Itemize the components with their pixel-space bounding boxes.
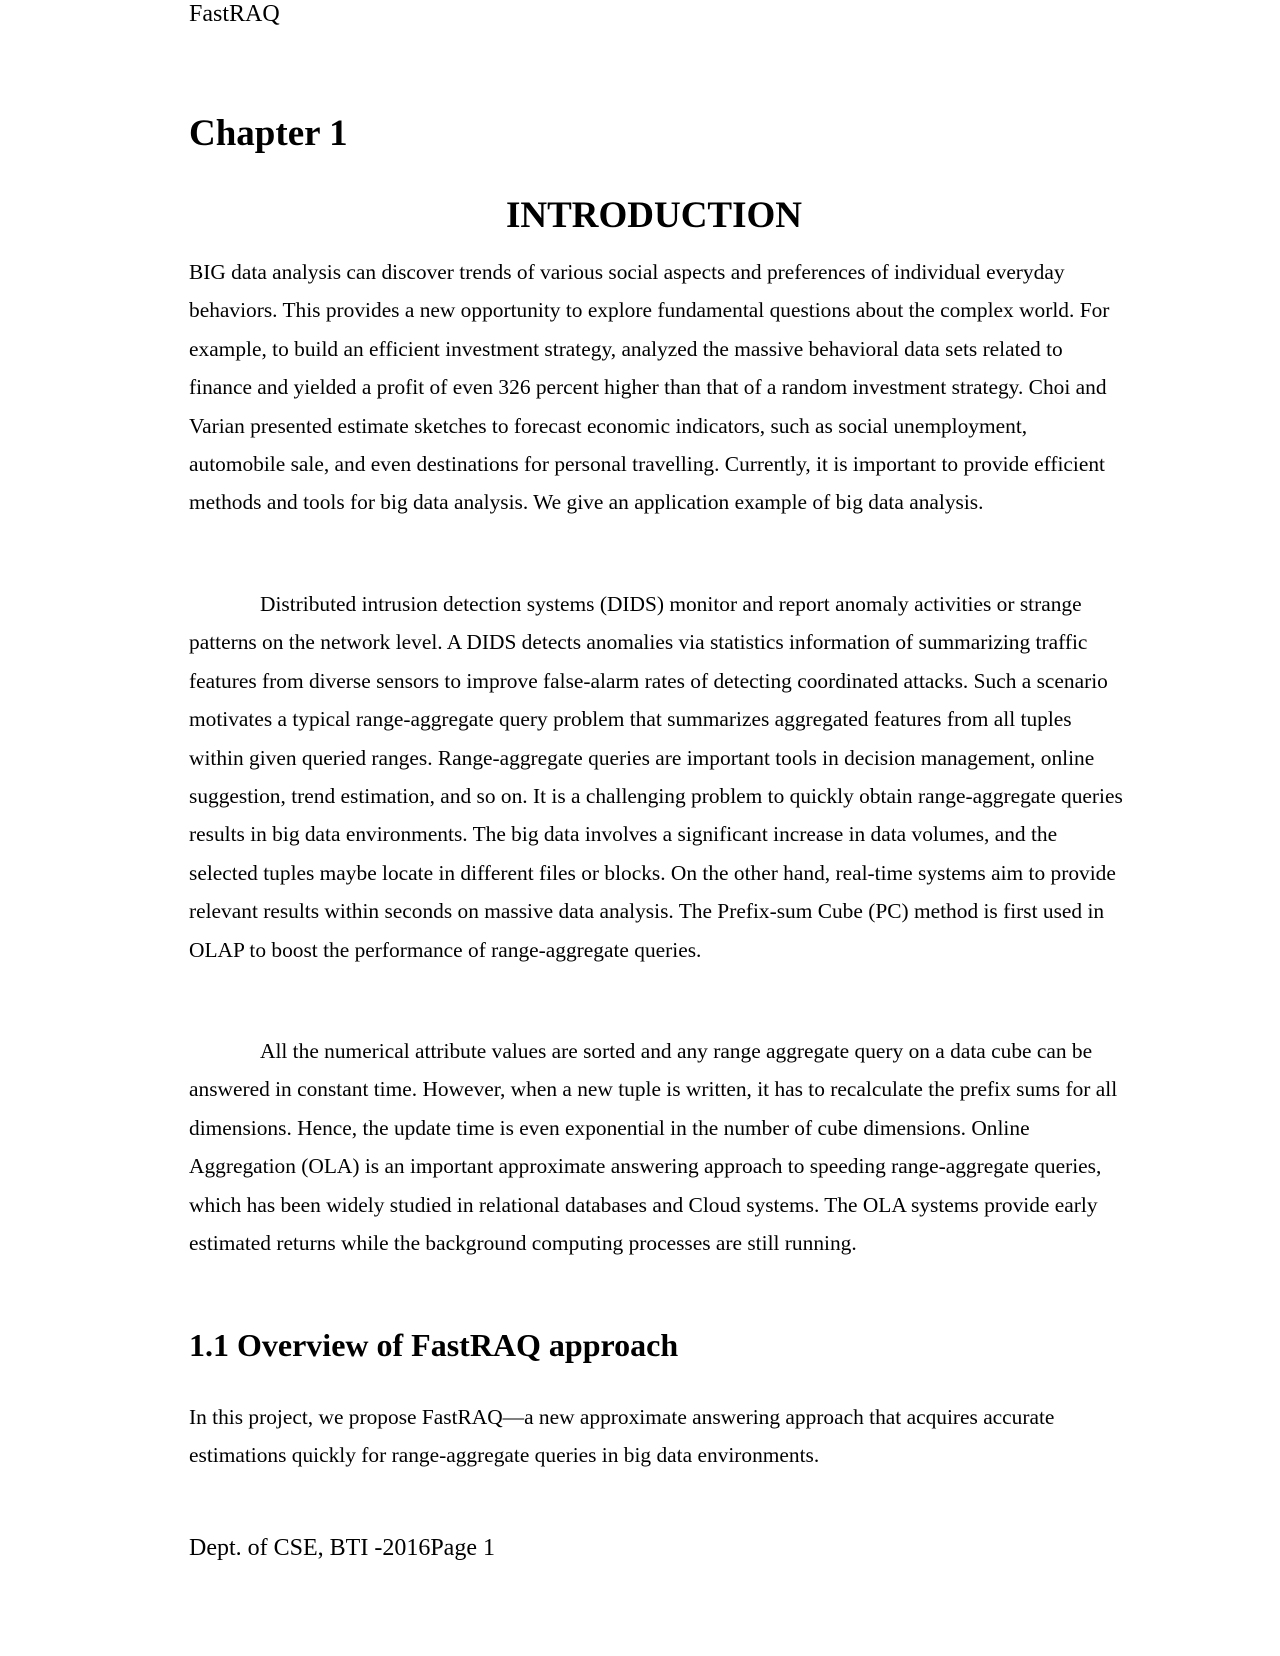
chapter-title: INTRODUCTION xyxy=(505,195,803,236)
section-paragraph: In this project, we propose FastRAQ—a new approximate answering approach that acquires accurate estimations quickly for range-aggregate queries in big data environments. xyxy=(189,1405,1055,1468)
page-footer: Dept. of CSE, BTI -2016Page 1 xyxy=(189,1535,495,1561)
section-heading: 1.1 Overview of FastRAQ approach xyxy=(189,1327,679,1363)
intro-paragraph-2: Distributed intrusion detection systems (DIDS) monitor and report anomaly activities or strange patterns on the network level. A DIDS detects anomalies via statistics information of summarizing traffic features from diverse sensors to improve false-alarm rates of detecting coordinated attacks. Such a scenario motivates a typical range-aggregate query problem that summarizes aggregated features from all tuples within given queried ranges. Range-aggregate queries are important tools in decision management, online suggestion, trend estimation, and so on. It is a challenging problem to quickly obtain range-aggregate queries results in big data environments. The big data involves a significant increase in data volumes, and the selected tuples maybe locate in different files or blocks. On the other hand, real-time systems aim to provide relevant results within seconds on massive data analysis. The Prefix-sum Cube (PC) method is first used in OLAP to boost the performance of range-aggregate queries. xyxy=(189,592,1123,962)
chapter-label: Chapter 1 xyxy=(189,113,348,154)
running-header: FastRAQ xyxy=(189,1,280,27)
intro-paragraph-1: BIG data analysis can discover trends of various social aspects and preferences of individual everyday behaviors. This provides a new opportunity to explore fundamental questions about the complex world. For example, to build an efficient investment strategy, analyzed the massive behavioral data sets related to finance and yielded a profit of even 326 percent higher than that of a random investment strategy. Choi and Varian presented estimate sketches to forecast economic indicators, such as social unemployment, automobile sale, and even destinations for personal travelling. Currently, it is important to provide efficient methods and tools for big data analysis. We give an application example of big data analysis. xyxy=(189,260,1110,515)
intro-paragraph-3: All the numerical attribute values are sorted and any range aggregate query on a data cube can be answered in constant time. However, when a new tuple is written, it has to recalculate the prefix sums for all dimensions. Hence, the update time is even exponential in the number of cube dimensions. Online Aggregation (OLA) is an important approximate answering approach to speeding range-aggregate queries, which has been widely studied in relational databases and Cloud systems. The OLA systems provide early estimated returns while the background computing processes are still running. xyxy=(189,1039,1118,1256)
